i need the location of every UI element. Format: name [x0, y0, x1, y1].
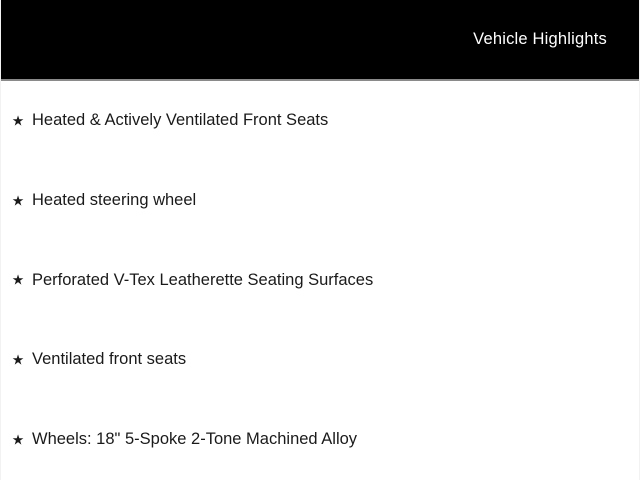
header-bar — [1, 0, 639, 81]
list-item — [1, 320, 639, 400]
list-item — [1, 241, 639, 321]
page-title: Vehicle Highlights — [473, 30, 607, 48]
list-item-label: Ventilated front seats — [32, 350, 187, 369]
highlights-list — [1, 81, 639, 480]
star-icon: ★ — [11, 112, 25, 129]
list-item — [1, 161, 639, 241]
list-item-label: Heated steering wheel — [32, 190, 197, 209]
list-item — [1, 81, 639, 161]
list-item-label: Heated & Actively Ventilated Front Seats — [32, 111, 329, 129]
list-item-label: Perforated V-Tex Leatherette Seating Surfaces — [32, 270, 374, 289]
star-icon: ★ — [11, 431, 25, 448]
list-item — [1, 400, 639, 480]
list-item-label: Wheels: 18" 5-Spoke 2-Tone Machined Alloy — [32, 430, 358, 449]
star-icon: ★ — [11, 192, 25, 209]
star-icon: ★ — [11, 351, 25, 368]
star-icon: ★ — [11, 271, 25, 288]
